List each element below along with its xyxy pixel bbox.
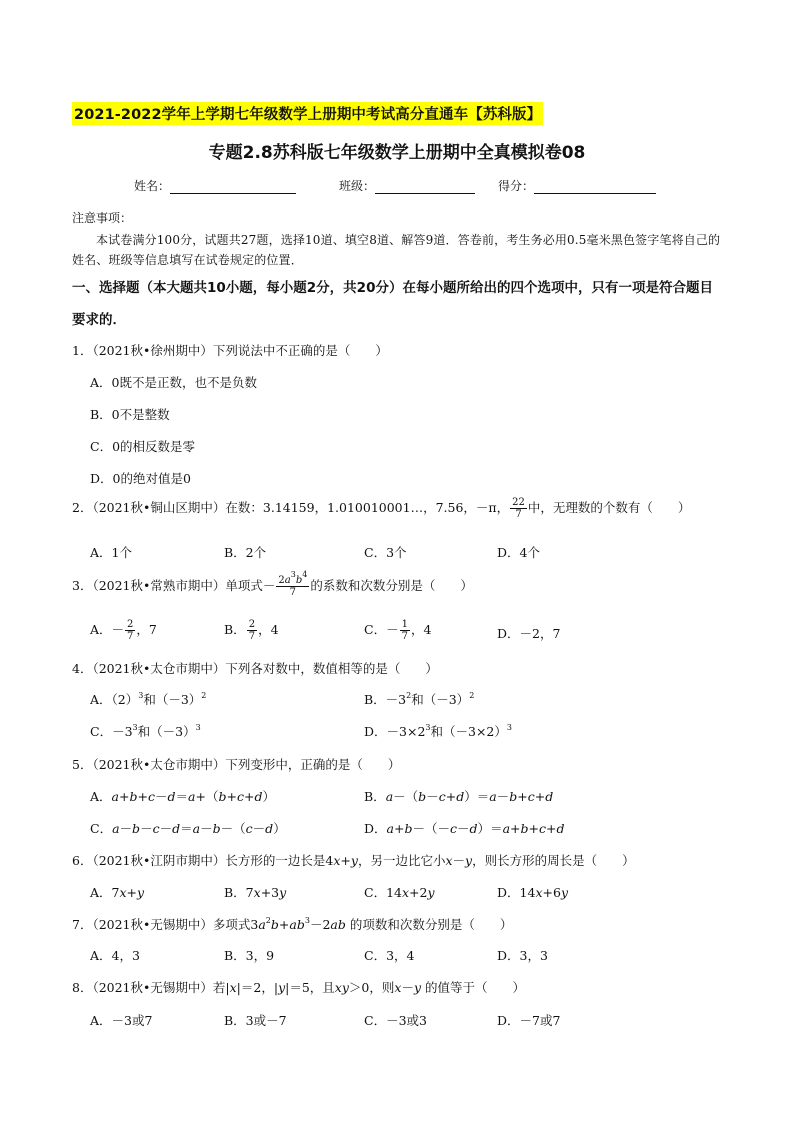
q4-option-c[interactable]: C．$-3^3$和$(-3)^3$	[90, 723, 201, 739]
q3-option-c[interactable]: C．－ $\frac{1}{7}$ ，4	[364, 619, 432, 642]
q2-option-a[interactable]: A．1个	[90, 545, 132, 560]
q5-option-b[interactable]: B．a－（b－c+d）＝a－b+c+d	[364, 789, 554, 804]
question-6-stem: 6．（2021秋•江阴市期中）长方形的一边长是4x+y，另一边比它小x－y，则长方形的周长是（ ）	[72, 853, 635, 868]
q7-option-c[interactable]: C．3，4	[364, 948, 415, 963]
q7-option-b[interactable]: B．3，9	[224, 948, 275, 963]
q2-stem-post: 中，无理数的个数有（ ）	[527, 500, 691, 515]
q8-option-a[interactable]: A．－3或7	[90, 1013, 153, 1028]
question-8-stem: 8．（2021秋•无锡期中）若|x|＝2，|y|＝5，且xy＞0，则x－y 的值等于（ ）	[72, 980, 526, 995]
class-label: 班级：	[339, 179, 376, 193]
name-blank[interactable]	[170, 180, 296, 194]
q3-stem-post: 的系数和次数分别是（ ）	[310, 578, 473, 593]
q5-option-c[interactable]: C．a－b－c－d＝a－b－（c－d）	[90, 821, 286, 836]
section-heading: 一、选择题（本大题共10小题，每小题2分，共20分）在每小题所给出的四个选项中，只有一项是符合题目要求的．	[72, 280, 713, 328]
score-field[interactable]	[498, 177, 656, 194]
question-7-stem: 7．（2021秋•无锡期中）多项式$3a^2b+ab^3-2ab$ 的项数和次数分别是（ ）	[72, 916, 513, 932]
q4-option-d[interactable]: D．$-3\times 2^3$和$(-3\times 2)^3$	[364, 723, 512, 739]
q8-option-c[interactable]: C．－3或3	[364, 1013, 427, 1028]
q2-option-c[interactable]: C．3个	[364, 545, 407, 560]
q1-option-d[interactable]: D．0的绝对值是0	[90, 471, 191, 486]
q7-option-d[interactable]: D．3，3	[497, 948, 548, 963]
q8-option-b[interactable]: B．3或－7	[224, 1013, 287, 1028]
q5-option-a[interactable]: A．a+b+c－d＝a+（b+c+d）	[90, 789, 275, 804]
name-field[interactable]	[134, 177, 296, 194]
q2-option-b[interactable]: B．2个	[224, 545, 267, 560]
score-blank[interactable]	[534, 180, 656, 194]
q6-option-c[interactable]: C．14x+2y	[364, 885, 435, 900]
q6-option-b[interactable]: B．7x+3y	[224, 885, 287, 900]
q3-stem-pre: 3．（2021秋•常熟市期中）单项式－	[72, 578, 276, 593]
q2-stem-pre: 2．（2021秋•铜山区期中）在数：3.14159，1.010010001…，7.56，－π，	[72, 500, 510, 515]
q2-fraction: $\frac{22}{7}$	[512, 497, 525, 520]
q3-option-d[interactable]: D．－2，7	[497, 626, 561, 641]
q1-option-a[interactable]: A．0既不是正数，也不是负数	[90, 375, 257, 390]
q8-option-d[interactable]: D．－7或7	[497, 1013, 561, 1028]
q1-option-c[interactable]: C．0的相反数是零	[90, 439, 196, 454]
q3-option-b[interactable]: B． $\frac{2}{7}$ ，4	[224, 619, 279, 642]
q4-option-a[interactable]: A．$(2)^3$和$(-3)^2$	[90, 691, 207, 707]
q3-option-a[interactable]: A．－ $\frac{2}{7}$ ，7	[90, 619, 157, 642]
notice-heading: 注意事项：	[72, 211, 133, 225]
q5-option-d[interactable]: D．a+b－（－c－d）＝a+b+c+d	[364, 821, 565, 836]
question-4-stem: 4．（2021秋•太仓市期中）下列各对数中，数值相等的是（ ）	[72, 661, 438, 676]
q1-option-b[interactable]: B．0不是整数	[90, 407, 170, 422]
score-label: 得分：	[498, 179, 535, 193]
question-5-stem: 5．（2021秋•太仓市期中）下列变形中，正确的是（ ）	[72, 757, 401, 772]
page-title: 专题2.8苏科版七年级数学上册期中全真模拟卷08	[208, 143, 586, 163]
q6-option-d[interactable]: D．14x+6y	[497, 885, 568, 900]
q6-option-a[interactable]: A．7x+y	[90, 885, 145, 900]
name-label: 姓名：	[134, 179, 171, 193]
q7-option-a[interactable]: A．4，3	[90, 948, 140, 963]
series-banner: 2021-2022学年上学期七年级数学上册期中考试高分直通车【苏科版】	[72, 102, 543, 125]
q3-monomial: $\frac{2a^3b^4}{7}$	[278, 570, 308, 598]
notice-body: 本试卷满分100分，试题共27题，选择10道、填空8道、解答9道．答卷前，考生务必用0.5毫米黑色签字笔将自己的姓名、班级等信息填写在试卷规定的位置．	[72, 233, 721, 267]
question-1-stem: 1．（2021秋•徐州期中）下列说法中不正确的是（ ）	[72, 343, 388, 358]
question-3-stem	[72, 570, 473, 598]
class-field[interactable]	[339, 177, 475, 194]
class-blank[interactable]	[375, 180, 475, 194]
question-2-stem	[72, 497, 690, 520]
q2-option-d[interactable]: D．4个	[497, 545, 540, 560]
q4-option-b[interactable]: B．$-3^2$和$(-3)^2$	[364, 691, 475, 707]
